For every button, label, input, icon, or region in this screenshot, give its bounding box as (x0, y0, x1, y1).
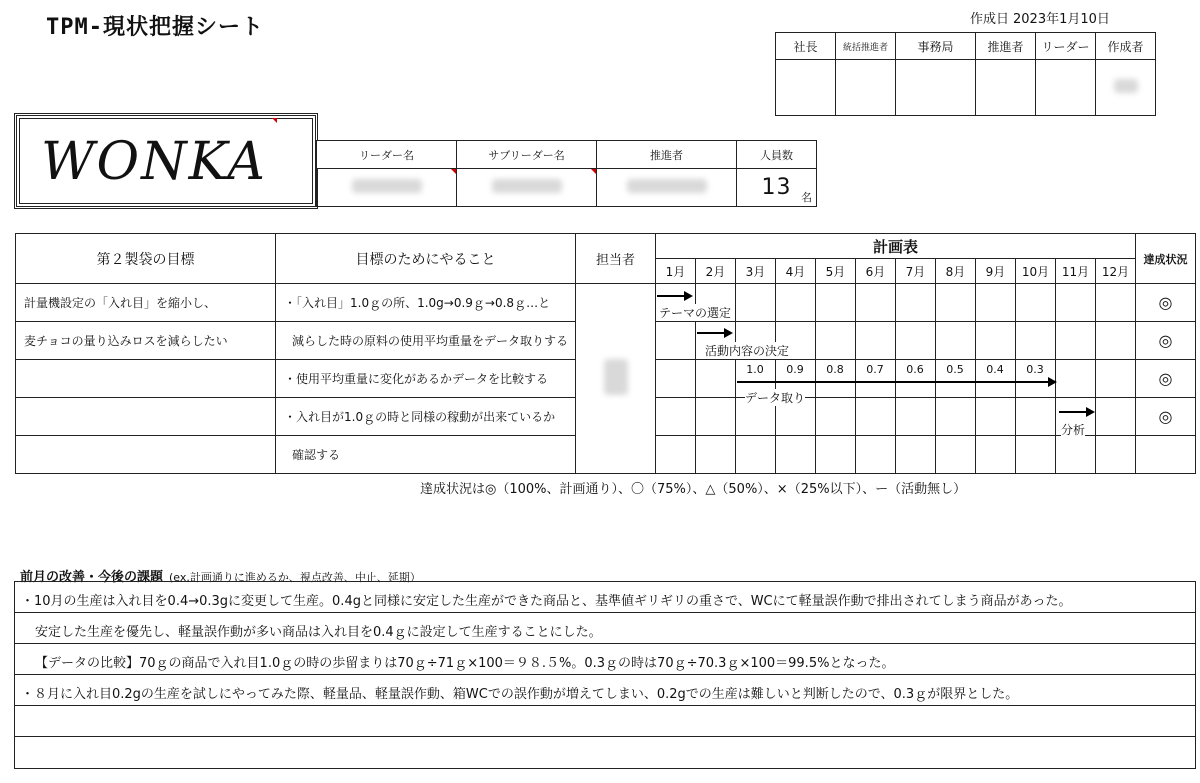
month-header: 2月 (696, 259, 736, 284)
approval-col-president: 社長 (776, 33, 836, 60)
approval-stamp-cell[interactable] (1036, 60, 1096, 116)
status-mark[interactable]: ◎ (1136, 322, 1196, 360)
analysis-arrow-head-icon (1086, 407, 1095, 417)
owner-header: 担当者 (576, 234, 656, 284)
redacted-name (492, 179, 562, 193)
approval-stamp-cell[interactable] (896, 60, 976, 116)
leader-name-header: リーダー名 (317, 141, 457, 169)
goal-cell[interactable] (16, 436, 276, 474)
schedule-value: 0.5 (946, 363, 964, 376)
month-header: 3月 (736, 259, 776, 284)
issue-line[interactable] (15, 706, 1195, 737)
redacted-name (627, 179, 707, 193)
month-header: 12月 (1096, 259, 1136, 284)
goal-cell[interactable]: 計量機設定の「入れ目」を縮小し、 (16, 284, 276, 322)
issues-title: 前月の改善・今後の課題 (20, 570, 164, 585)
todo-header: 目標のためにやること (276, 234, 576, 284)
approval-table (775, 32, 1156, 116)
approval-col-secretariat: 事務局 (896, 33, 976, 60)
member-count-cell[interactable] (737, 169, 817, 207)
activity-arrow (697, 332, 725, 334)
status-mark[interactable]: ◎ (1136, 360, 1196, 398)
status-mark[interactable]: ◎ (1136, 398, 1196, 436)
status-mark[interactable]: ◎ (1136, 284, 1196, 322)
month-header: 8月 (936, 259, 976, 284)
activity-arrow-head-icon (724, 328, 733, 338)
promoter-name-cell[interactable] (597, 169, 737, 207)
team-name: WONKA (41, 132, 267, 192)
redacted-stamp (1114, 79, 1138, 93)
todo-cell[interactable]: 減らした時の原料の使用平均重量をデータ取りする (276, 322, 576, 360)
redacted-owner (604, 359, 628, 395)
month-header: 6月 (856, 259, 896, 284)
data-collection-arrow-head-icon (1048, 377, 1057, 387)
analysis-label: 分析 (1061, 423, 1086, 437)
todo-cell[interactable]: ・「入れ目」1.0ｇの所、1.0g→0.9ｇ→0.8ｇ…と (276, 284, 576, 322)
month-header: 9月 (976, 259, 1016, 284)
schedule-value: 0.4 (986, 363, 1004, 376)
schedule-value: 0.8 (826, 363, 844, 376)
issue-line[interactable]: 安定した生産を優先し、軽量誤作動が多い商品は入れ目を0.4ｇに設定して生産することにした。 (15, 613, 1195, 644)
page-title: TPM-現状把握シート (46, 15, 264, 40)
status-header: 達成状況 (1136, 234, 1196, 284)
goal-cell[interactable] (16, 398, 276, 436)
comment-marker-icon (272, 118, 277, 123)
schedule-value: 1.0 (746, 363, 764, 376)
todo-cell[interactable]: 確認する (276, 436, 576, 474)
approval-col-general-promoter: 統括推進者 (836, 33, 896, 60)
data-collection-arrow (737, 381, 1049, 383)
status-mark[interactable] (1136, 436, 1196, 474)
redacted-name (352, 179, 422, 193)
promoter-header: 推進者 (597, 141, 737, 169)
leader-name-cell[interactable] (317, 169, 457, 207)
issue-line[interactable]: 【データの比較】70ｇの商品で入れ目1.0ｇの時の歩留まりは70ｇ÷71ｇ×100＝９８.５%。0.3ｇの時は70ｇ÷70.3ｇ×100＝99.5%となった。 (15, 644, 1195, 675)
analysis-arrow (1059, 411, 1087, 413)
approval-stamp-cell[interactable] (1096, 60, 1156, 116)
created-date (970, 8, 1114, 27)
todo-cell[interactable]: ・入れ目が1.0ｇの時と同様の稼動が出来ているか (276, 398, 576, 436)
schedule-header: 計画表 (656, 234, 1136, 259)
subleader-name-header: サブリーダー名 (457, 141, 597, 169)
schedule-value: 0.6 (906, 363, 924, 376)
member-count: 13 (761, 175, 792, 200)
comment-marker-icon (591, 169, 596, 174)
month-header: 11月 (1056, 259, 1096, 284)
schedule-value: 0.3 (1026, 363, 1044, 376)
issues-subtitle: (ex.計画通りに進めるか、視点改善、中止、延期） (169, 571, 421, 584)
goal-cell[interactable]: 麦チョコの量り込みロスを減らしたい (16, 322, 276, 360)
approval-stamp-cell[interactable] (976, 60, 1036, 116)
month-header: 4月 (776, 259, 816, 284)
month-header: 10月 (1016, 259, 1056, 284)
month-header: 5月 (816, 259, 856, 284)
approval-col-author: 作成者 (1096, 33, 1156, 60)
schedule-value: 0.9 (786, 363, 804, 376)
month-header: 1月 (656, 259, 696, 284)
issue-line[interactable]: ・８月に入れ目0.2gの生産を試しにやってみた際、軽量品、軽量誤作動、箱WCでの誤作動が増えてしまい、0.2gでの生産は難しいと判断したので、0.3ｇが限界とした。 (15, 675, 1195, 706)
approval-col-leader: リーダー (1036, 33, 1096, 60)
approval-col-promoter: 推進者 (976, 33, 1036, 60)
owner-cell[interactable] (576, 284, 656, 474)
activity-decision-label: 活動内容の決定 (705, 344, 790, 358)
theme-selection-label: テーマの選定 (659, 306, 732, 320)
data-collection-label: データ取り (745, 391, 806, 405)
comment-marker-icon (451, 169, 456, 174)
schedule-value: 0.7 (866, 363, 884, 376)
subleader-name-cell[interactable] (457, 169, 597, 207)
team-info-table (316, 140, 817, 207)
goal-header: 第２製袋の目標 (16, 234, 276, 284)
created-date-value: 2023年1月10日 (1013, 12, 1110, 27)
approval-stamp-cell[interactable] (836, 60, 896, 116)
theme-arrow-head-icon (684, 291, 693, 301)
month-header: 7月 (896, 259, 936, 284)
schedule-overlay (655, 285, 1135, 478)
created-date-label: 作成日 (970, 12, 1010, 27)
todo-cell[interactable]: ・使用平均重量に変化があるかデータを比較する (276, 360, 576, 398)
status-legend: 達成状況は◎（100%、計画通り）、〇（75%）、△（50%）、×（25%以下）、ー（活動無し） (420, 482, 967, 497)
member-unit: 名 (801, 191, 812, 204)
goal-cell[interactable] (16, 360, 276, 398)
issue-line[interactable] (15, 737, 1195, 768)
approval-stamp-cell[interactable] (776, 60, 836, 116)
team-name-box (14, 113, 318, 209)
theme-arrow (657, 295, 685, 297)
issues-box (14, 581, 1196, 769)
issue-line[interactable]: ・10月の生産は入れ目を0.4→0.3gに変更して生産。0.4gと同様に安定した生産ができた商品と、基準値ギリギリの重さで、WCにて軽量誤作動で排出されてしまう商品があった。 (15, 582, 1195, 613)
member-count-header: 人員数 (737, 141, 817, 169)
